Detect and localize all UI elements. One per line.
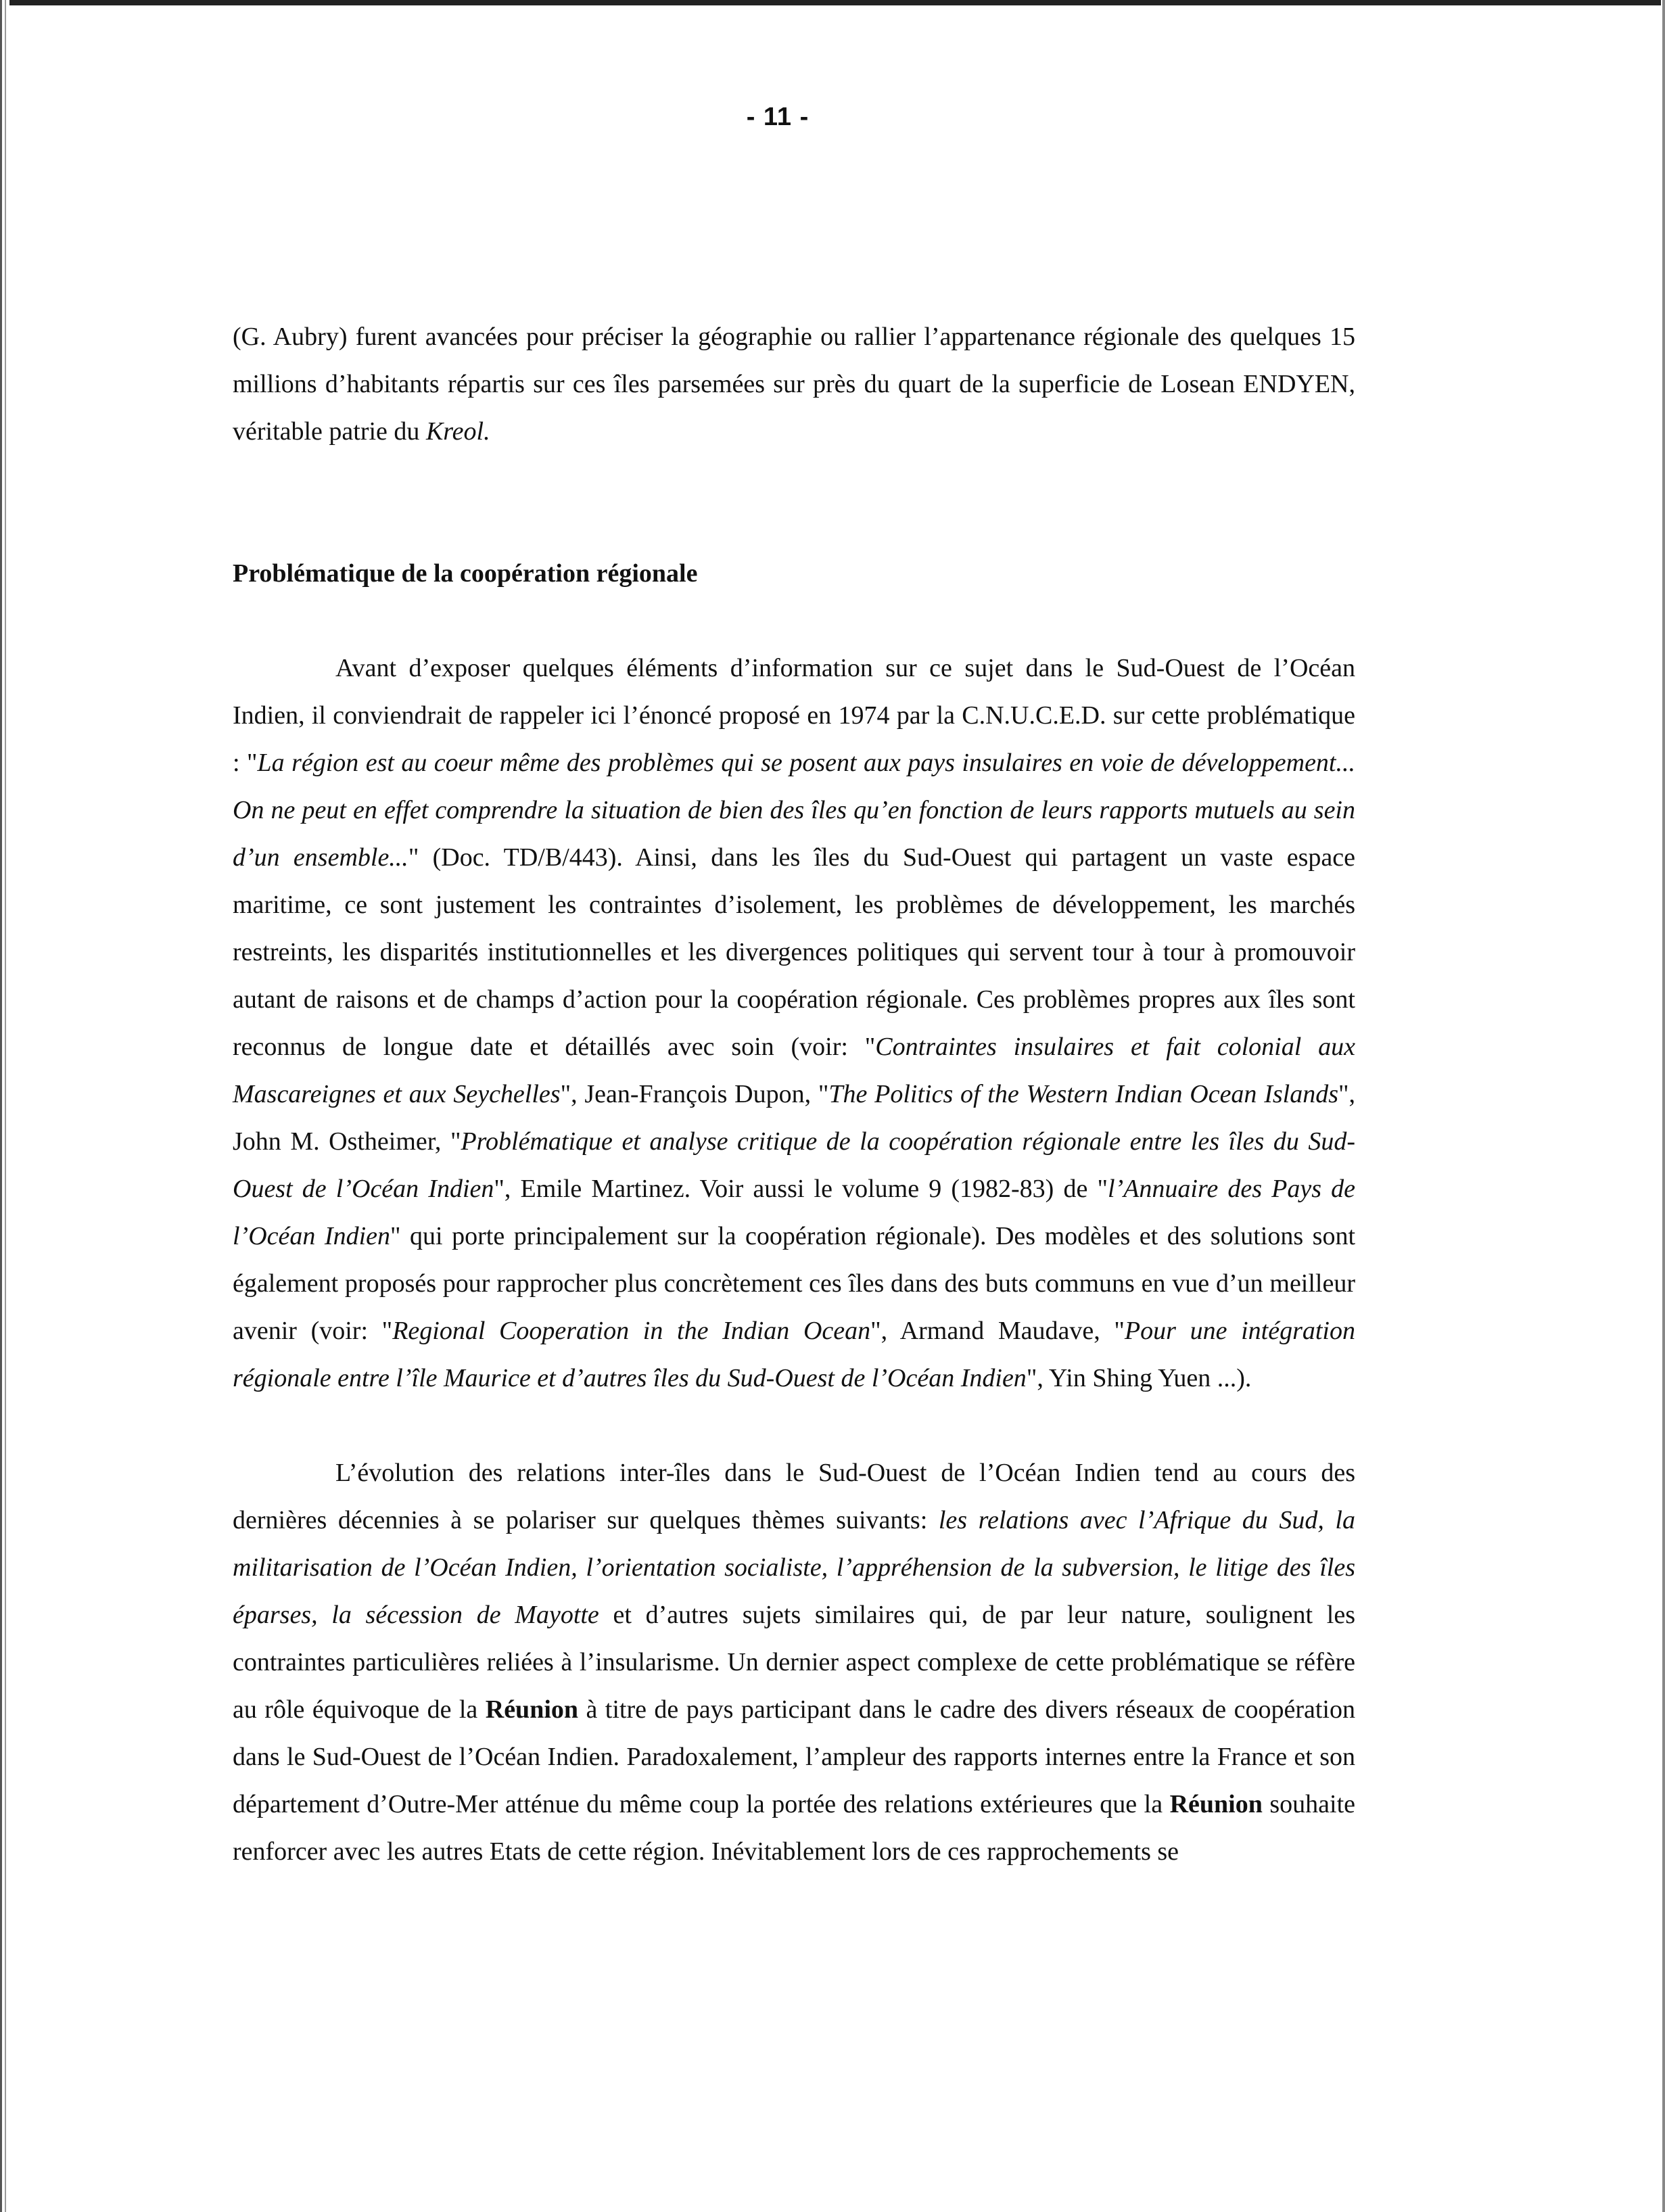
paragraph-2-text-5: ", Emile Martinez. Voir aussi le volume 9 (1982-83) de "	[494, 1175, 1108, 1203]
paragraph-2-italic-5: l’Annuaire des Pays de l’Océan Indien	[233, 1175, 1355, 1250]
paragraph-2-italic-4: Problématique et analyse critique de la coopération régionale entre les îles du Sud-Ouest de l’Océan Indien	[233, 1127, 1356, 1203]
scan-edge-right	[1661, 0, 1665, 2212]
paragraph-2-italic-1: La région est au coeur même des problèmes qui se posent aux pays insulaires en voie de développement... On ne peut en effet comprendre la situation de bien des îles qu’en fonction de leurs rapports mutuels au sein d’un ensemble...	[233, 749, 1355, 872]
paragraph-1-italic-1: Kreol.	[425, 417, 490, 446]
paragraph-3-text-1: L’évolution des relations inter-îles dans le Sud-Ouest de l’Océan Indien tend au cours des dernières décennies à se polariser sur quelques thèmes suivants:	[233, 1459, 1355, 1534]
paragraph-2-italic-6: Regional Cooperation in the Indian Ocean	[392, 1317, 871, 1345]
paragraph-2-text-1: Avant d’exposer quelques éléments d’information sur ce sujet dans le Sud-Ouest de l’Océan Indien, il conviendrait de rappeler ici l’énoncé proposé en 1974 par la C.N.U.C.E.D. sur cette problématique : "	[233, 654, 1355, 777]
paragraph-2-italic-3: The Politics of the Western Indian Ocean Islands	[828, 1080, 1338, 1108]
spacer	[233, 1402, 1355, 1449]
paragraph-2-italic-2: Contraintes insulaires et fait colonial aux Mascareignes et aux Seychelles	[233, 1033, 1355, 1108]
spacer	[233, 597, 1355, 644]
page-number: - 11 -	[746, 103, 810, 131]
paragraph-3	[233, 1449, 1355, 1875]
paragraph-3-bold-2: Réunion	[1169, 1790, 1263, 1818]
section-heading: Problématique de la coopération régionale	[233, 559, 698, 588]
paragraph-2	[233, 644, 1355, 1402]
paragraph-2-text-7: ", Armand Maudave, "	[870, 1317, 1125, 1345]
spacer	[233, 455, 1355, 550]
paragraph-1	[233, 313, 1355, 455]
document-body	[233, 313, 1355, 1875]
paragraph-2-text-8: ", Yin Shing Yuen ...).	[1026, 1364, 1252, 1392]
paragraph-2-italic-7: Pour une intégration régionale entre l’île Maurice et d’autres îles du Sud-Ouest de l’Océan Indien	[233, 1317, 1355, 1392]
paragraph-3-italic-1: les relations avec l’Afrique du Sud, la militarisation de l’Océan Indien, l’orientation socialiste, l’appréhension de la subversion, le litige des îles éparses, la sécession de Mayotte	[233, 1506, 1355, 1629]
scan-edge-left	[0, 0, 9, 2212]
scan-edge-top	[0, 0, 1665, 5]
paragraph-2-text-2: " (Doc. TD/B/443). Ainsi, dans les îles du Sud-Ouest qui partagent un vaste espace maritime, ce sont justement les contraintes d’isolement, les problèmes de développement, les marchés restreints, les disparités institutionnelles et les divergences politiques qui servent tour à tour à promouvoir autant de raisons et de champs d’action pour la coopération régionale. Ces problèmes propres aux îles sont reconnus de longue date et détaillés avec soin (voir: "	[233, 843, 1355, 1061]
paragraph-2-text-6: " qui porte principalement sur la coopération régionale). Des modèles et des solutions sont également proposés pour rapprocher plus concrètement ces îles dans des buts communs en vue d’un meilleur avenir (voir: "	[233, 1222, 1356, 1345]
paragraph-3-text-3: à titre de pays participant dans le cadre des divers réseaux de coopération dans le Sud-Ouest de l’Océan Indien. Paradoxalement, l’ampleur des rapports internes entre la France et son département d’Outre-Mer atténue du même coup la portée des relations extérieures que la	[233, 1695, 1355, 1818]
paragraph-3-text-4: souhaite renforcer avec les autres Etats de cette région. Inévitablement lors de ces rapprochements se	[233, 1790, 1355, 1866]
paragraph-1-text-1: (G. Aubry) furent avancées pour préciser la géographie ou rallier l’appartenance régionale des quelques 15 millions d’habitants répartis sur ces îles parsemées sur près du quart de la superficie de Losean ENDYEN, véritable patrie du	[233, 323, 1355, 446]
paragraph-3-text-2: et d’autres sujets similaires qui, de par leur nature, soulignent les contraintes particulières reliées à l’insularisme. Un dernier aspect complexe de cette problématique se réfère au rôle équivoque de la	[233, 1601, 1356, 1724]
paragraph-2-text-3: ", Jean-François Dupon, "	[560, 1080, 829, 1108]
paragraph-3-bold-1: Réunion	[485, 1695, 579, 1724]
paragraph-2-text-4: ", John M. Ostheimer, "	[233, 1080, 1355, 1156]
